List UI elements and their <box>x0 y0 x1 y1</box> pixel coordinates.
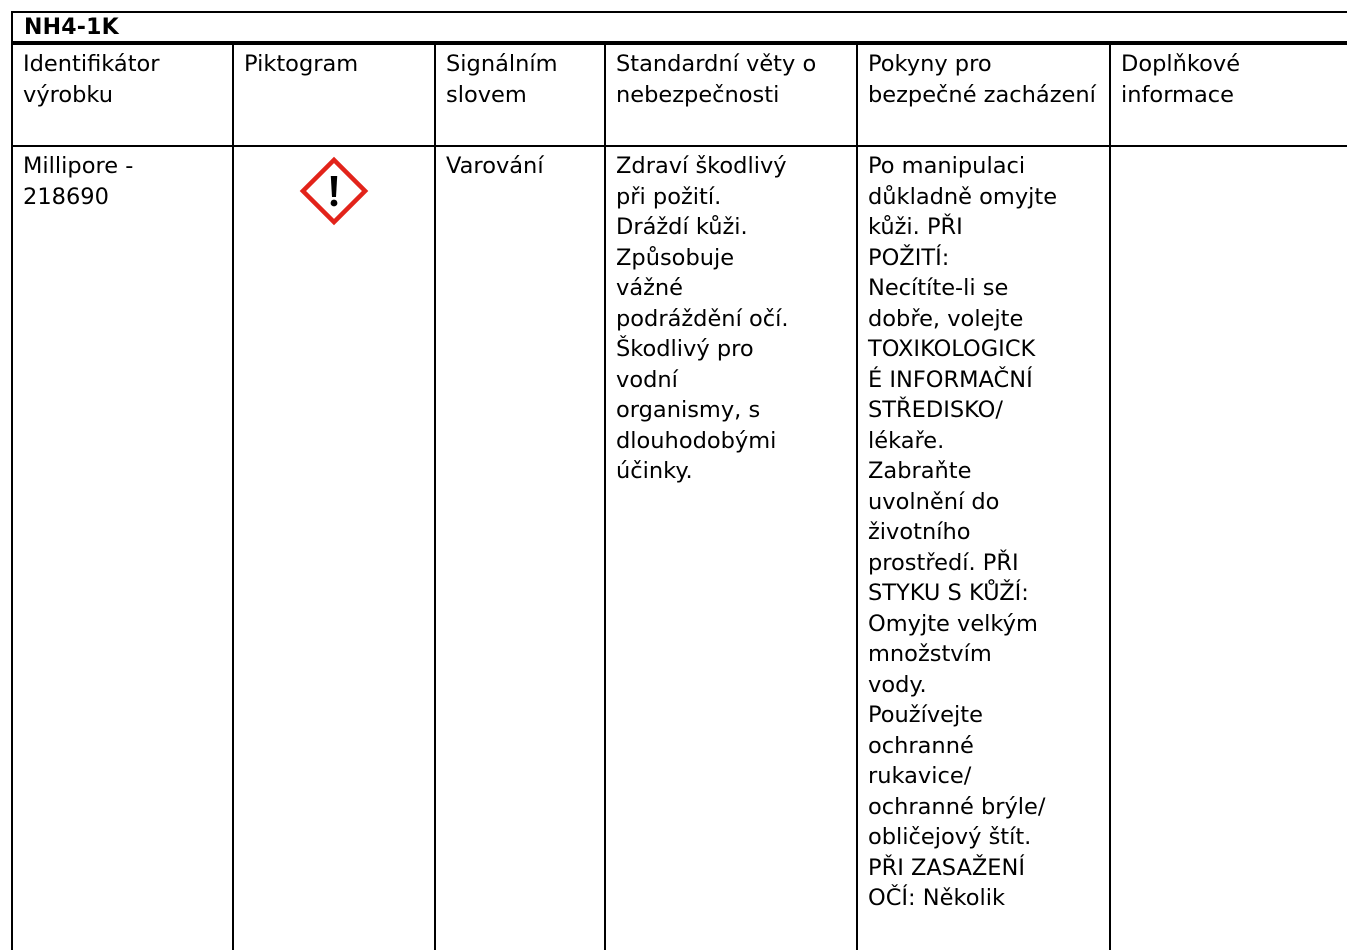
cell-product-identifier <box>12 146 233 950</box>
header-pictogram: Piktogram <box>233 44 435 146</box>
header-precautionary-statements: Pokyny pro bezpečné zacházení <box>857 44 1110 146</box>
pictogram-wrapper <box>244 151 424 240</box>
title-bar <box>13 13 1347 43</box>
document-title: NH4-1K <box>24 15 119 40</box>
hazard-label-table <box>11 43 1347 950</box>
cell-pictogram <box>233 146 435 950</box>
cell-supplementary-information <box>1110 146 1347 950</box>
table-header-row <box>12 44 1347 146</box>
header-signal-word: Signálním slovem <box>435 44 605 146</box>
header-hazard-statements: Standardní věty o nebezpečnosti <box>605 44 857 146</box>
cell-hazard-statements <box>605 146 857 950</box>
table-row <box>12 146 1347 950</box>
precautionary-statements-text: Po manipulaci důkladně omyjte kůži. PŘI POŽITÍ: Necítíte-li se dobře, volejte TOXIKOLOGICK É INFORMAČNÍ STŘEDISKO/ lékaře. Zabraňte uvolnění do životního prostředí. PŘI STYKU S KŮŽÍ: Omyjte velkým množstvím vody. Používejte ochranné rukavice/ ochranné brýle/ obličejový štít. PŘI ZASAŽENÍ OČÍ: Několik <box>868 153 1058 911</box>
cell-signal-word <box>435 146 605 950</box>
signal-word-text: Varování <box>446 153 544 179</box>
product-identifier-text: Millipore - 218690 <box>23 153 134 210</box>
ghs07-exclamation-mark-icon <box>294 151 374 231</box>
hazard-statements-text: Zdraví škodlivý při požití. Dráždí kůži. Způsobuje vážné podráždění očí. Škodlivý pro vodní organismy, s dlouhodobými účinky. <box>616 153 789 484</box>
cell-precautionary-statements <box>857 146 1110 950</box>
header-product-identifier: Identifikátor výrobku <box>12 44 233 146</box>
header-supplementary-information: Doplňkové informace <box>1110 44 1347 146</box>
